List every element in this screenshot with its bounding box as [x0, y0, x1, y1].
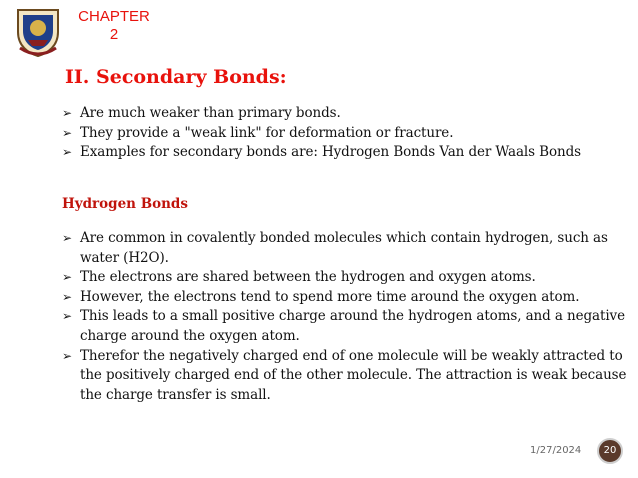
list-item-text: They provide a "weak link" for deformation or fracture. [80, 124, 454, 141]
slide-title: II. Secondary Bonds: [65, 66, 287, 88]
list-item [62, 307, 627, 346]
hydrogen-bonds-heading: Hydrogen Bonds [62, 196, 188, 212]
list-item-text: Are common in covalently bonded molecules which contain hydrogen, such as water (H2O). [80, 230, 608, 266]
list-item [62, 104, 622, 124]
slide-date: 1/27/2024 [530, 445, 582, 456]
secondary-bonds-list [62, 104, 622, 163]
chapter-word: CHAPTER [78, 8, 150, 25]
list-item [62, 143, 622, 163]
list-item-text: Are much weaker than primary bonds. [80, 105, 341, 121]
arrow-bullet-icon: ➢ [62, 145, 72, 160]
list-item [62, 347, 627, 406]
university-crest-logo [14, 6, 62, 58]
arrow-bullet-icon: ➢ [62, 270, 72, 285]
page-number-badge: 20 [597, 438, 623, 464]
chapter-label [78, 8, 150, 44]
list-item [62, 229, 627, 268]
arrow-bullet-icon: ➢ [62, 106, 72, 120]
arrow-bullet-icon: ➢ [62, 231, 72, 245]
list-item-text: However, the electrons tend to spend more time around the oxygen atom. [80, 288, 580, 305]
list-item [62, 268, 627, 288]
list-item [62, 124, 622, 144]
list-item-text: Therefor the negatively charged end of one molecule will be weakly attracted to the positively charged end of the other molecule. The attraction is weak because the charge transfer is small. [80, 347, 627, 403]
hydrogen-bonds-list [62, 229, 627, 405]
arrow-bullet-icon: ➢ [62, 125, 72, 140]
chapter-number: 2 [109, 26, 119, 43]
list-item-text: The electrons are shared between the hydrogen and oxygen atoms. [80, 269, 536, 286]
list-item-text: This leads to a small positive charge around the hydrogen atoms, and a negative charge around the oxygen atom. [80, 308, 625, 344]
list-item-text: Examples for secondary bonds are: Hydrogen Bonds Van der Waals Bonds [80, 144, 581, 161]
arrow-bullet-icon: ➢ [62, 348, 72, 363]
arrow-bullet-icon: ➢ [62, 289, 72, 304]
arrow-bullet-icon: ➢ [62, 309, 72, 324]
list-item [62, 288, 627, 308]
